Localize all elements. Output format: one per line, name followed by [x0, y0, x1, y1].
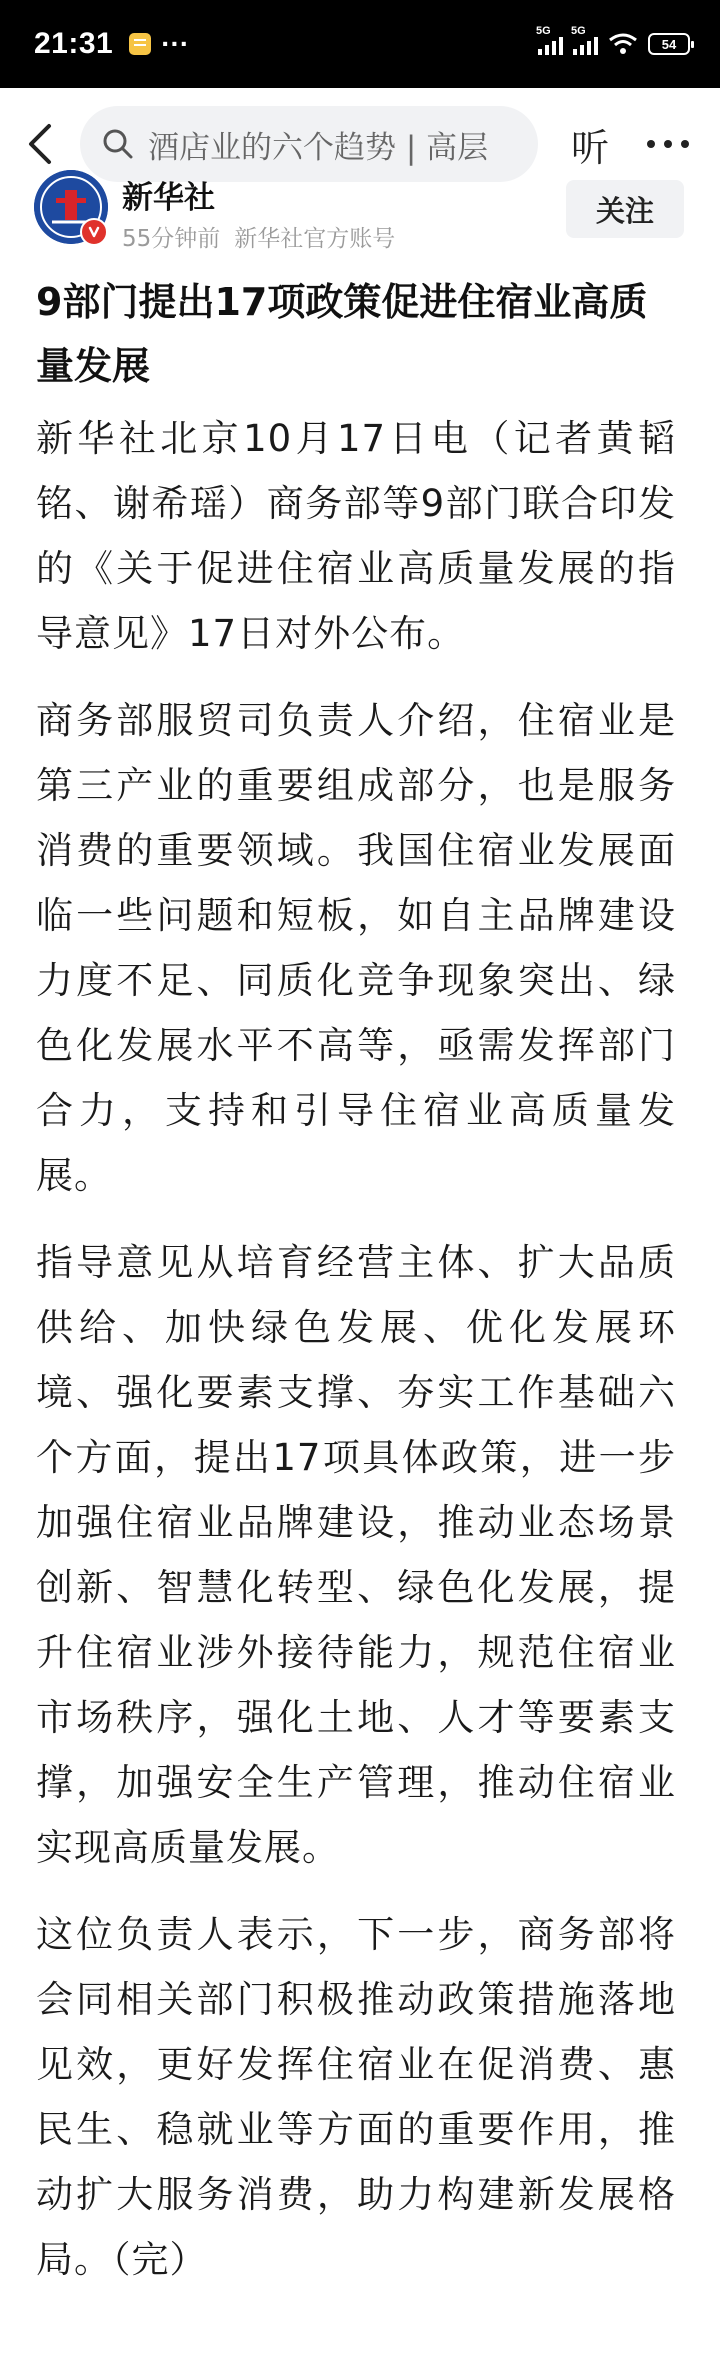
follow-button[interactable]: 关注	[566, 180, 684, 238]
more-options-button[interactable]	[638, 114, 698, 174]
author-meta	[122, 220, 395, 253]
more-dots-icon	[646, 139, 690, 149]
wifi-icon	[608, 33, 638, 55]
verified-badge-icon	[80, 218, 108, 246]
battery-level: 54	[661, 36, 677, 52]
article-body	[36, 270, 676, 2314]
article-paragraph: 新华社北京10月17日电（记者黄韬铭、谢希瑶）商务部等9部门联合印发的《关于促进住宿业高质量发展的指导意见》17日对外公布。	[36, 417, 676, 655]
article-paragraph: 商务部服贸司负责人介绍，住宿业是第三产业的重要组成部分，也是服务消费的重要领域。我国住宿业发展面临一些问题和短板，如自主品牌建设力度不足、同质化竞争现象突出、绿色化发展水平不高等，亟需发挥部门合力，支持和引导住宿业高质量发展。	[36, 699, 676, 1197]
author-row	[0, 170, 720, 260]
author-name[interactable]: 新华社	[122, 180, 215, 216]
signal-icon: 5G	[538, 33, 563, 55]
search-query-text: 酒店业的六个趋势 | 高层	[148, 129, 489, 166]
article-title: 9部门提出17项政策促进住宿业高质量发展	[36, 280, 648, 388]
account-description: 新华社官方账号	[234, 226, 396, 252]
battery-icon	[648, 33, 690, 55]
listen-button[interactable]: 听	[570, 125, 609, 170]
article-paragraph: 指导意见从培育经营主体、扩大品质供给、加快绿色发展、优化发展环境、强化要素支撑、夯实工作基础六个方面，提出17项具体政策，进一步加强住宿业品牌建设，推动业态场景创新、智慧化转型、绿色化发展，提升住宿业涉外接待能力，规范住宿业市场秩序，强化土地、人才等要素支撑，加强安全生产管理，推动住宿业实现高质量发展。	[36, 1241, 676, 1869]
status-bar	[0, 0, 720, 88]
status-more-notifications: ···	[161, 28, 190, 59]
search-icon	[102, 128, 134, 160]
article-paragraph: 这位负责人表示，下一步，商务部将会同相关部门积极推动政策措施落地见效，更好发挥住宿业在促消费、惠民生、稳就业等方面的重要作用，推动扩大服务消费，助力构建新发展格局。（完）	[36, 1913, 676, 2281]
back-arrow-icon	[25, 122, 55, 166]
post-time: 55分钟前	[122, 226, 221, 252]
signal-icon: 5G	[573, 33, 598, 55]
notes-app-icon	[129, 33, 151, 55]
status-time: 21:31	[34, 27, 114, 60]
